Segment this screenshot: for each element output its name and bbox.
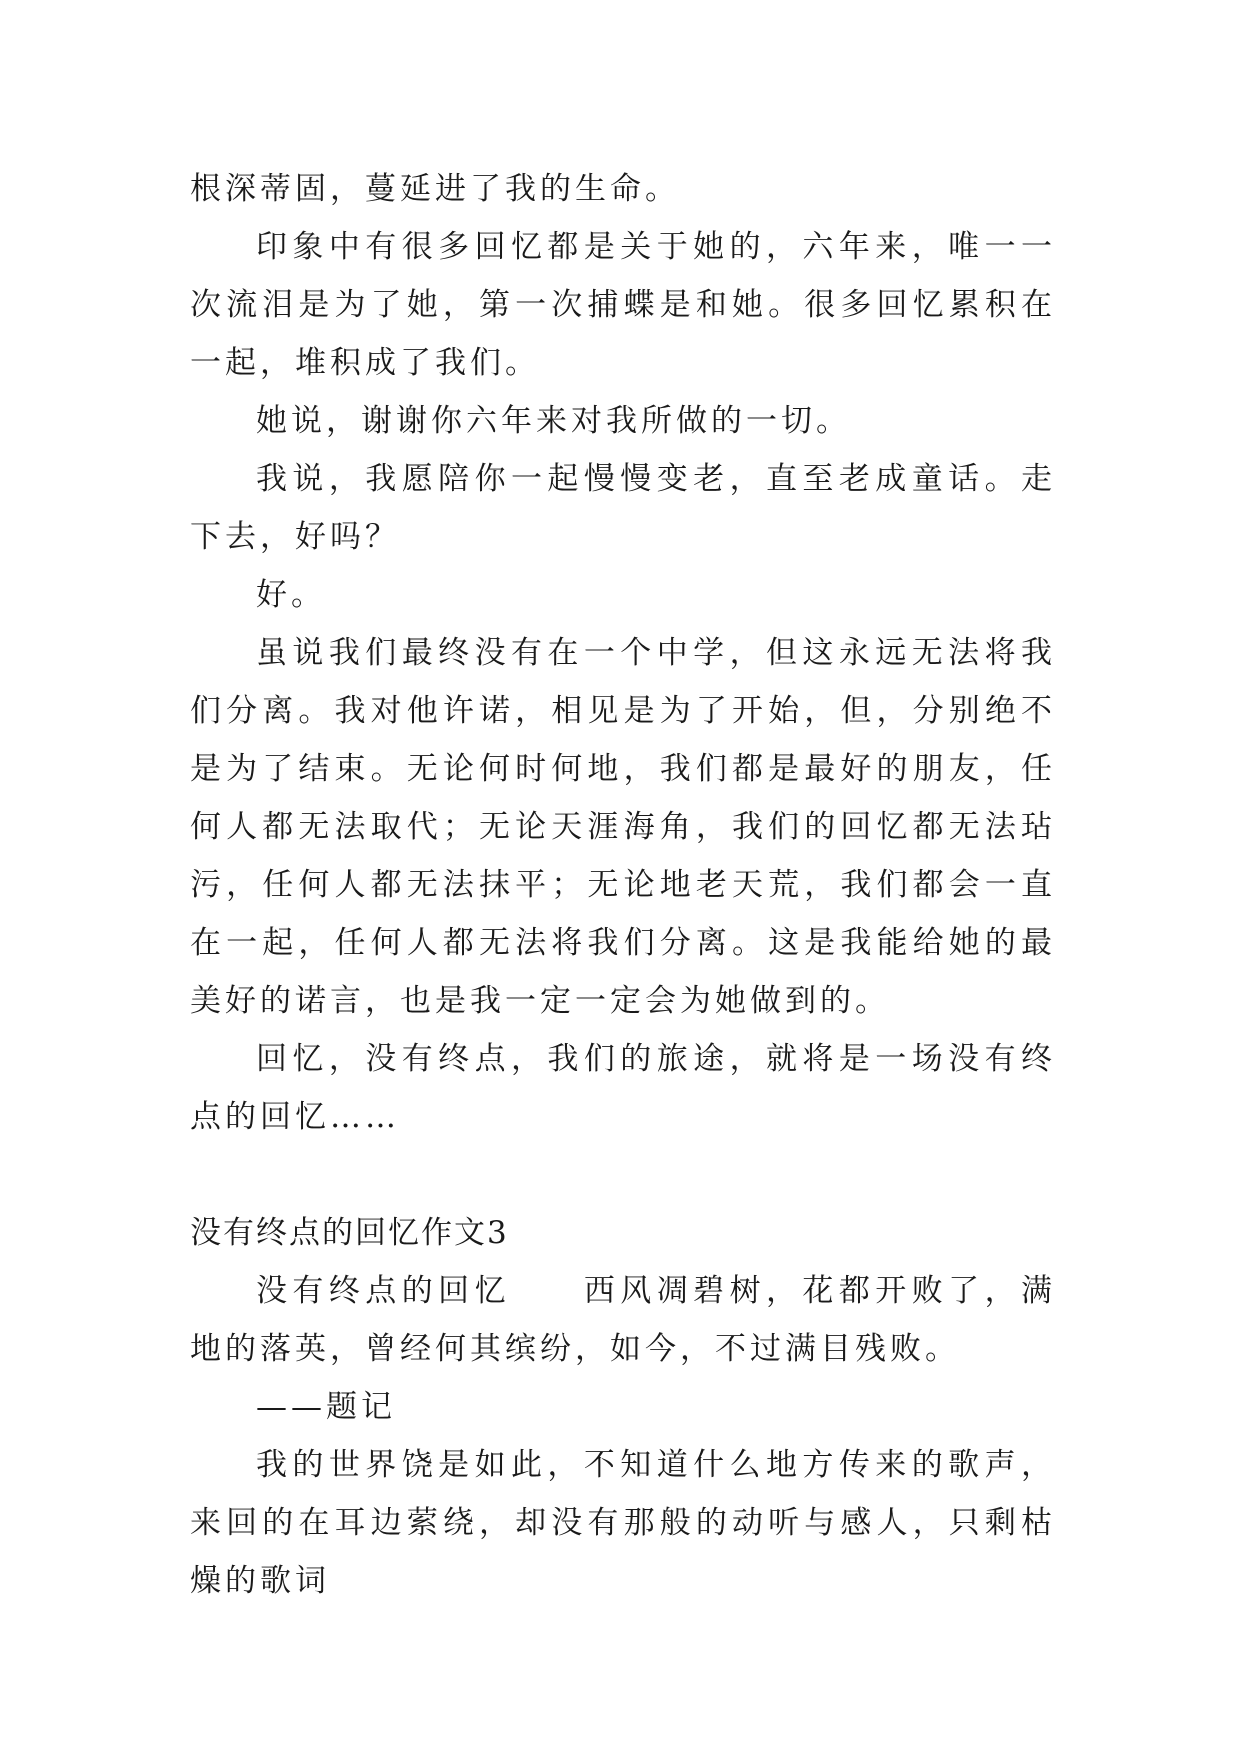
paragraph: 根深蒂固，蔓延进了我的生命。: [190, 171, 680, 207]
paragraph: 印象中有很多回忆都是关于她的，六年来，唯一一次流泪是为了她，第一次捕蝶是和她。很多回忆累积在一起，堆积成了我们。: [190, 229, 1056, 381]
epigraph-attribution: ——题记: [256, 1389, 396, 1425]
paragraph: 她说，谢谢你六年来对我所做的一切。: [256, 403, 851, 439]
paragraph: 我的世界饶是如此，不知道什么地方传来的歌声，来回的在耳边萦绕，却没有那般的动听与感人，只剩枯燥的歌词: [190, 1447, 1056, 1599]
paragraph: 回忆，没有终点，我们的旅途，就将是一场没有终点的回忆……: [190, 1041, 1056, 1135]
paragraph: 虽说我们最终没有在一个中学，但这永远无法将我们分离。我对他许诺，相见是为了开始，但，分别绝不是为了结束。无论何时何地，我们都是最好的朋友，任何人都无法取代；无论天涯海角，我们的回忆都无法玷污，任何人都无法抹平；无论地老天荒，我们都会一直在一起，任何人都无法将我们分离。这是我能给她的最美好的诺言，也是我一定一定会为她做到的。: [190, 635, 1056, 1019]
section-heading: 没有终点的回忆作文3: [190, 1215, 509, 1251]
paragraph: 好。: [256, 577, 326, 613]
paragraph: 我说，我愿陪你一起慢慢变老，直至老成童话。走下去，好吗？: [190, 461, 1056, 555]
section-spacer: [190, 1146, 1056, 1204]
document-page: [190, 160, 1056, 1610]
paragraph: 没有终点的回忆 西风凋碧树，花都开败了，满地的落英，曾经何其缤纷，如今，不过满目残败。: [190, 1273, 1056, 1367]
